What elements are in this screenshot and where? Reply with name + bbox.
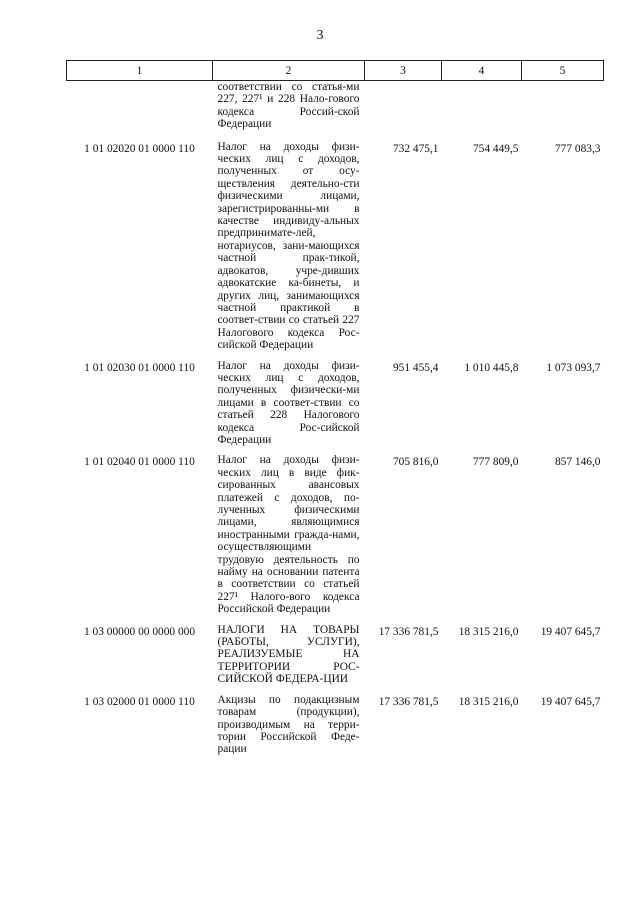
row-value-3: 17 336 781,5 bbox=[378, 625, 439, 638]
row-value-3: 732 475,1 bbox=[392, 142, 439, 155]
row-code bbox=[67, 81, 213, 141]
row-name: Налог на доходы физи-ческих лиц с доходов, полученных от осу-ществления деятельно-сти физическими лицами, зарегистрированны-ми в качестве индивиду-альных предпринимате-лей, нотариусов, зани-мающихся частной прак-тикой, адвокатов, учре-дивших адвокатские ка-бинеты, и других лиц, занимающихся частной практикой в соответ-ствии со статьей 227 Налогового кодекса Рос-сийской Федерации bbox=[217, 140, 360, 352]
row-value-3 bbox=[365, 81, 442, 141]
revenue-table bbox=[66, 60, 604, 764]
row-value-5: 857 146,0 bbox=[554, 456, 601, 469]
row-code: 1 03 02000 01 0000 110 bbox=[84, 695, 195, 708]
column-header-4: 4 bbox=[442, 61, 522, 81]
row-value-4: 777 809,0 bbox=[472, 456, 519, 469]
row-name: Налог на доходы физи-ческих лиц с доходов, полученных физически-ми лицами в соответ-ствии со статьей 228 Налогового кодекса Рос-сийской Федерации bbox=[217, 359, 360, 446]
table-row bbox=[67, 360, 604, 455]
row-code: 1 01 02040 01 0000 110 bbox=[84, 456, 195, 469]
row-value-5: 19 407 645,7 bbox=[540, 625, 601, 638]
row-code: 1 01 02020 01 0000 110 bbox=[84, 142, 195, 155]
column-header-5: 5 bbox=[522, 61, 604, 81]
table-row bbox=[67, 81, 604, 141]
row-name: соответствии со статья-ми 227, 227¹ и 228 Нало-гового кодекса Россий-ской Федерации bbox=[217, 81, 360, 131]
column-header-3: 3 bbox=[365, 61, 442, 81]
table-row bbox=[67, 141, 604, 360]
row-value-3: 705 816,0 bbox=[392, 456, 439, 469]
table-row bbox=[67, 454, 604, 623]
column-header-1: 1 bbox=[67, 61, 213, 81]
row-name: НАЛОГИ НА ТОВАРЫ (РАБОТЫ, УСЛУГИ), РЕАЛИЗУЕМЫЕ НА ТЕРРИТОРИИ РОС-СИЙСКОЙ ФЕДЕРА-ЦИИ bbox=[217, 623, 360, 686]
row-value-5: 777 083,3 bbox=[554, 142, 601, 155]
row-value-4: 754 449,5 bbox=[472, 142, 519, 155]
table-row bbox=[67, 624, 604, 694]
row-value-4: 18 315 216,0 bbox=[458, 625, 519, 638]
row-value-5 bbox=[522, 81, 604, 141]
table-row bbox=[67, 694, 604, 764]
column-number-row bbox=[67, 61, 604, 81]
row-name: Акцизы по подакцизным товарам (продукции), производимым на терри-тории Российской Феде-рации bbox=[217, 693, 360, 756]
row-value-3: 951 455,4 bbox=[392, 361, 439, 374]
row-value-4: 18 315 216,0 bbox=[458, 695, 519, 708]
row-value-5: 1 073 093,7 bbox=[546, 361, 601, 374]
row-value-3: 17 336 781,5 bbox=[378, 695, 439, 708]
row-value-5: 19 407 645,7 bbox=[540, 695, 601, 708]
page-number: 3 bbox=[316, 28, 324, 43]
column-header-2: 2 bbox=[213, 61, 365, 81]
row-value-4 bbox=[442, 81, 522, 141]
row-name: Налог на доходы физи-ческих лиц в виде фик-сированных авансовых платежей с доходов, по-лученных физическими лицами, являющимися иностранными гражда-нами, осуществляющими трудовую деятельность по найму на основании патента в соответствии со статьей 227¹ Налого-вого кодекса Российской Федерации bbox=[217, 454, 360, 616]
row-value-4: 1 010 445,8 bbox=[464, 361, 519, 374]
row-code: 1 01 02030 01 0000 110 bbox=[84, 361, 195, 374]
row-code: 1 03 00000 00 0000 000 bbox=[83, 625, 196, 638]
